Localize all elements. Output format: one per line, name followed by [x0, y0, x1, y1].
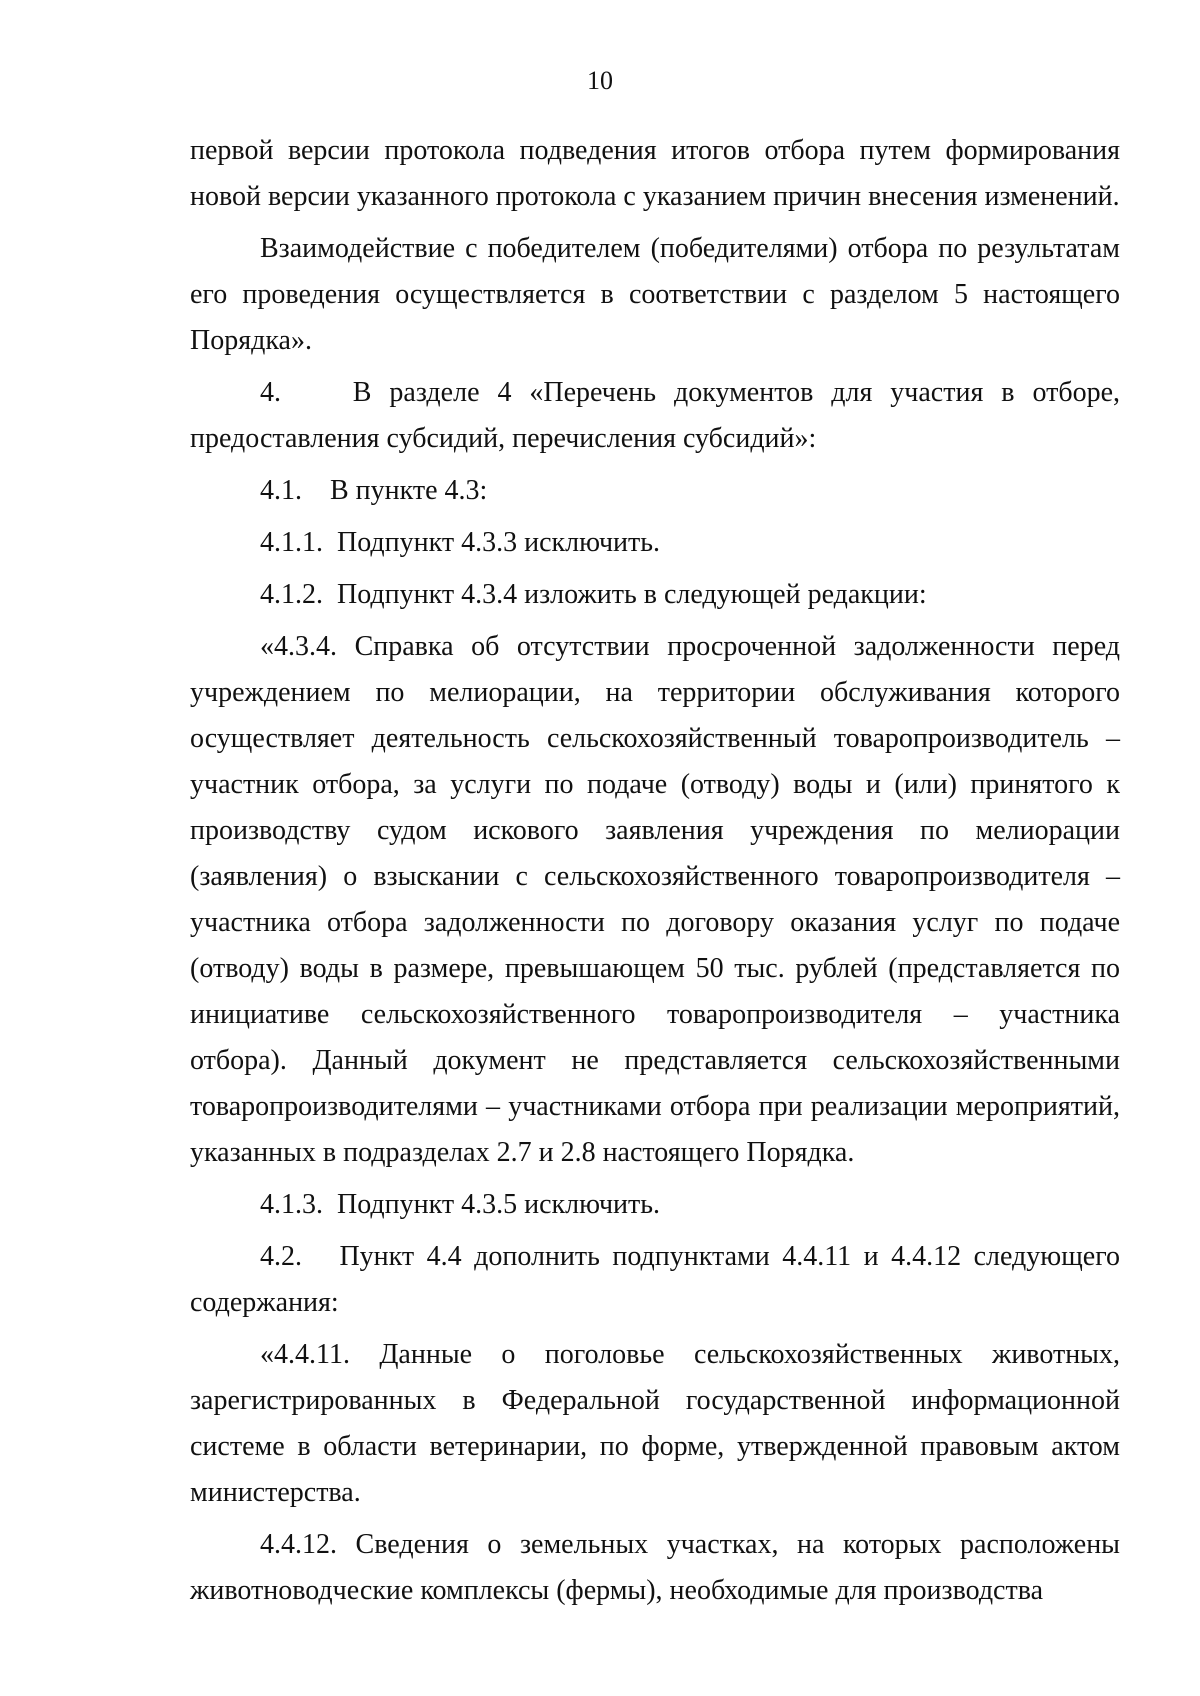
paragraph-item-4-1-3: 4.1.3. Подпункт 4.3.5 исключить.	[260, 1189, 661, 1220]
paragraph-item-4-1-1: 4.1.1. Подпункт 4.3.3 исключить.	[260, 527, 661, 558]
paragraph-item-4: 4. В разделе 4 «Перечень документов для участия в отборе, предоставления субсидий, перечисления субсидий»:	[190, 377, 1120, 454]
paragraph-4-4-11-text: «4.4.11. Данные о поголовье сельскохозяйственных животных, зарегистрированных в Федеральной государственной информационной системе в области ветеринарии, по форме, утвержденной правовым актом министерства.	[190, 1339, 1120, 1508]
paragraph-4-3-4-text: «4.3.4. Справка об отсутствии просроченной задолженности перед учреждением по мелиорации, на территории обслуживания которого осуществляет деятельность сельскохозяйственный товаропроизводитель – участник отбора, за услуги по подаче (отводу) воды и (или) принятого к производству судом искового заявления учреждения по мелиорации (заявления) о взыскании с сельскохозяйственного товаропроизводителя – участника отбора задолженности по договору оказания услуг по подаче (отводу) воды в размере, превышающем 50 тыс. рублей (представляется по инициативе сельскохозяйственного товаропроизводителя – участника отбора). Данный документ не представляется сельскохозяйственными товаропроизводителями – участниками отбора при реализации мероприятий, указанных в подразделах 2.7 и 2.8 настоящего Порядка.	[190, 631, 1120, 1168]
paragraph-item-4-1-2: 4.1.2. Подпункт 4.3.4 изложить в следующей редакции:	[260, 579, 927, 610]
paragraph-interaction: Взаимодействие с победителем (победителями) отбора по результатам его проведения осуществляется в соответствии с разделом 5 настоящего Порядка».	[190, 233, 1120, 356]
paragraph-4-4-12-text: 4.4.12. Сведения о земельных участках, на которых расположены животноводческие комплексы (фермы), необходимые для производства	[190, 1529, 1120, 1606]
document-body	[190, 128, 1120, 1614]
page-number: 10	[587, 66, 613, 95]
paragraph-item-4-2: 4.2. Пункт 4.4 дополнить подпунктами 4.4.11 и 4.4.12 следующего содержания:	[190, 1241, 1120, 1318]
paragraph-continuation: первой версии протокола подведения итогов отбора путем формирования новой версии указанного протокола с указанием причин внесения изменений.	[190, 135, 1120, 212]
paragraph-item-4-1: 4.1. В пункте 4.3:	[260, 475, 488, 506]
